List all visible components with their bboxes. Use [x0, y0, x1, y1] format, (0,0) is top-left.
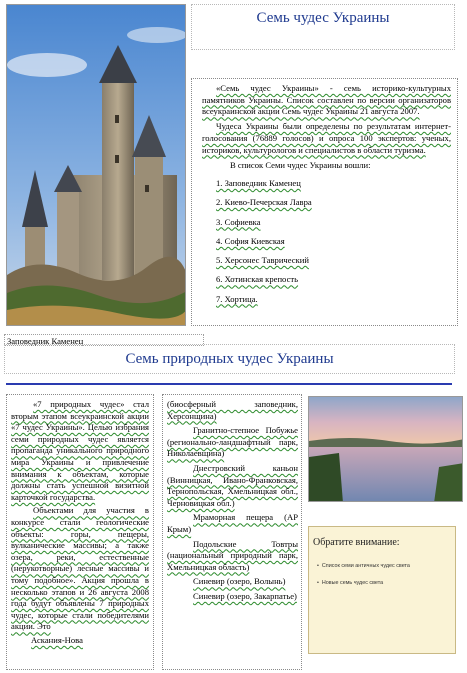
notice-box: [308, 526, 456, 654]
natural-item: Синевир (озеро, Закарпатье): [193, 590, 297, 601]
wonders-list-item: 7. Хортица.: [216, 293, 258, 304]
natural-item: Гранитно-степное Побужье (регионально-ландшафтный парк, Николаевщина): [167, 425, 298, 459]
page-title: Семь чудес Украины: [256, 10, 390, 26]
natural-intro-paragraph: «7 природных чудес» стал вторым этапом всеукраинской акции «7 чудес Украины». Целью избрания семи природных чудес является пропаганда уникального природного мира Украины и привлечение внимания к объектам, которые должны стать успешной визитной карточкой государства.: [11, 399, 149, 502]
castle-photo: [6, 4, 186, 326]
photo-caption: Заповедник Каменец: [7, 336, 84, 346]
natural-objects-paragraph: Объектами для участия в конкурсе стали геологические объекты: горы, пещеры, вулканические массивы; а также озера, реки, естественные (нерукотворные) лесные массивы и тому подобное». Акция прошла в несколько этапов и 26 августа 2008 года будут объявлены 7 природных чудес, которые стали победителями акции. Это: [11, 505, 149, 632]
wonders-method-paragraph: Чудеса Украины были определены по результатам интернет-голосования (76889 голосов) и опроса 100 экспертов: ученых, историков, культурологов и специалистов в области туризма.: [202, 121, 451, 155]
notice-link-ancient-wonders[interactable]: • Список семи античных чудес света: [317, 563, 410, 569]
natural-item: Подольские Товтры (национальный природный парк, Хмельницкая область): [167, 538, 298, 572]
section-divider: [6, 383, 452, 385]
section-title: Семь природных чудес Украины: [125, 351, 334, 367]
natural-item: Синевир (озеро, Волынь): [193, 576, 286, 587]
natural-item: Днестровский каньон (Винницкая, Ивано-Франковская, Тернопольская, Хмельницкая обл., Черновицкая обл.): [167, 462, 298, 508]
wonders-list-item: 5. Херсонес Таврический: [216, 255, 309, 266]
notice-title: Обратите внимание:: [313, 537, 400, 548]
natural-first-item: Аскания-Нова: [31, 634, 83, 645]
header-box: [191, 4, 455, 50]
notice-link-new-wonders[interactable]: • Новые семь чудес света: [317, 580, 410, 586]
natural-text-column-1: [6, 394, 154, 670]
wonders-intro-paragraph: «Семь чудес Украины» - семь историко-культурных памятников Украины. Список составлен по версии организаторов всеукраинской акции Семь чудес Украины 21 августа 2007.: [202, 83, 451, 117]
natural-item: Мраморная пещера (АР Крым): [167, 512, 298, 534]
wonders-list-item: 1. Заповедник Каменец: [216, 177, 301, 188]
notice-links: [317, 563, 410, 597]
natural-item-continued: (биосферный заповедник, Херсонщина): [167, 399, 298, 421]
wonders-list-item: 4. София Киевская: [216, 235, 285, 246]
wonders-list-item: 3. Софиевка: [216, 216, 261, 227]
section-title-box: [4, 344, 455, 374]
wonders-list: [202, 178, 451, 305]
natural-text-column-2: [162, 394, 302, 670]
wonders-list-item: 2. Киево-Печерская Лавра: [216, 197, 312, 208]
wonders-text-column: [191, 78, 458, 326]
wonders-list-intro: В список Семи чудес Украины вошли:: [230, 160, 371, 171]
wonders-list-item: 6. Хотинская крепость: [216, 274, 299, 285]
river-photo: [308, 396, 463, 502]
